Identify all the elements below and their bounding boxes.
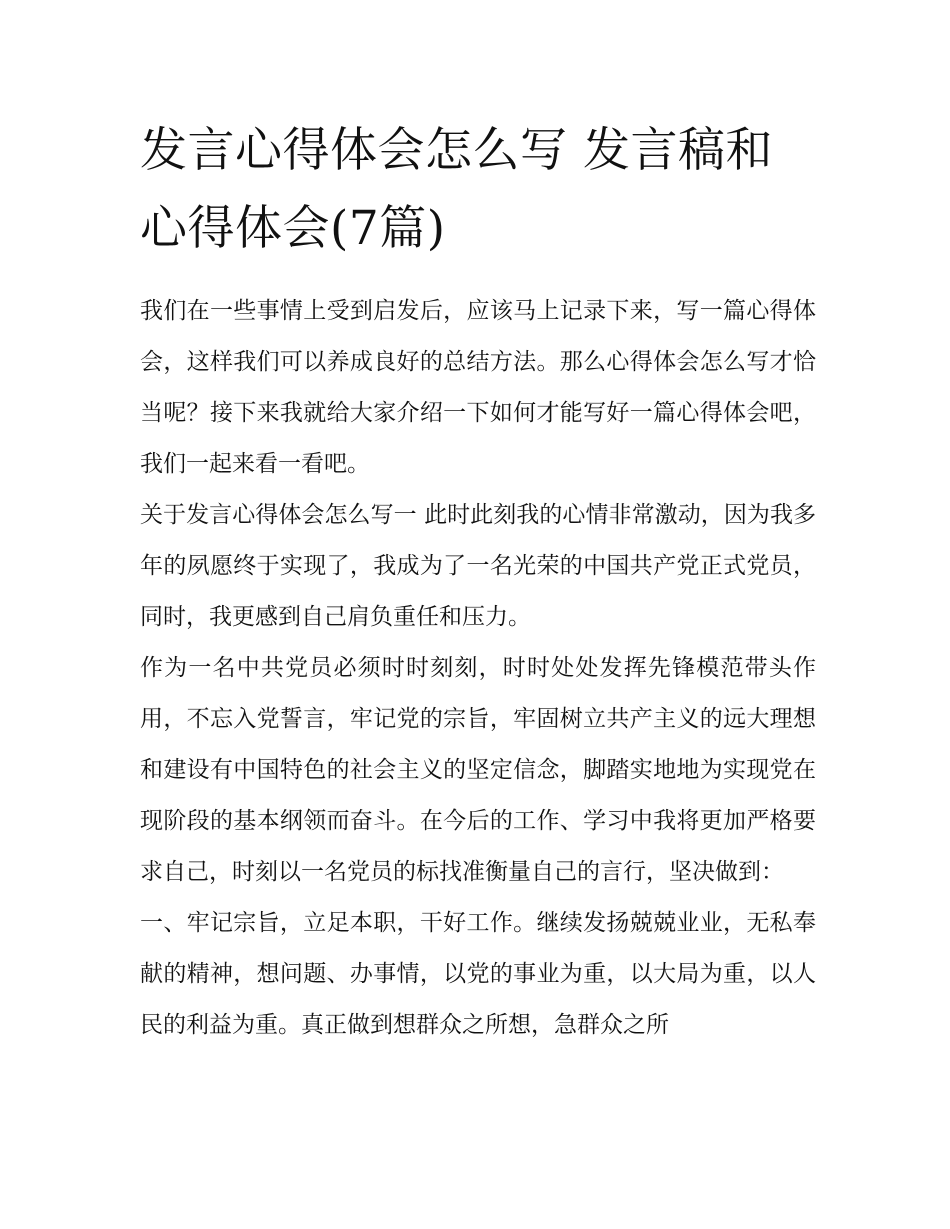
paragraph-party-member-duty: 作为一名中共党员必须时时刻刻，时时处处发挥先锋模范带头作用，不忘入党誓言，牢记党的宗旨，牢固树立共产主义的远大理想和建设有中国特色的社会主义的坚定信念，脚踏实地地为实现党在现阶段的基本纲领而奋斗。在今后的工作、学习中我将更加严格要求自己，时刻以一名党员的标找准衡量自己的言行，坚决做到： (140, 655, 816, 885)
paragraph-intro: 我们在一些事情上受到启发后，应该马上记录下来，写一篇心得体会，这样我们可以养成良好的总结方法。那么心得体会怎么写才恰当呢？接下来我就给大家介绍一下如何才能写好一篇心得体会吧，我们一起来看一看吧。 (140, 298, 816, 477)
document-content (140, 112, 816, 1051)
paragraph-section-one-opening: 关于发言心得体会怎么写一 此时此刻我的心情非常激动，因为我多年的夙愿终于实现了，我成为了一名光荣的中国共产党正式党员，同时，我更感到自己肩负重任和压力。 (140, 502, 816, 630)
paragraph-point-one: 一、牢记宗旨，立足本职，干好工作。继续发扬兢兢业业，无私奉献的精神，想问题、办事情，以党的事业为重，以大局为重，以人民的利益为重。真正做到想群众之所想，急群众之所 (140, 910, 816, 1038)
document-title: 发言心得体会怎么写 发言稿和心得体会(7篇) (140, 123, 773, 256)
